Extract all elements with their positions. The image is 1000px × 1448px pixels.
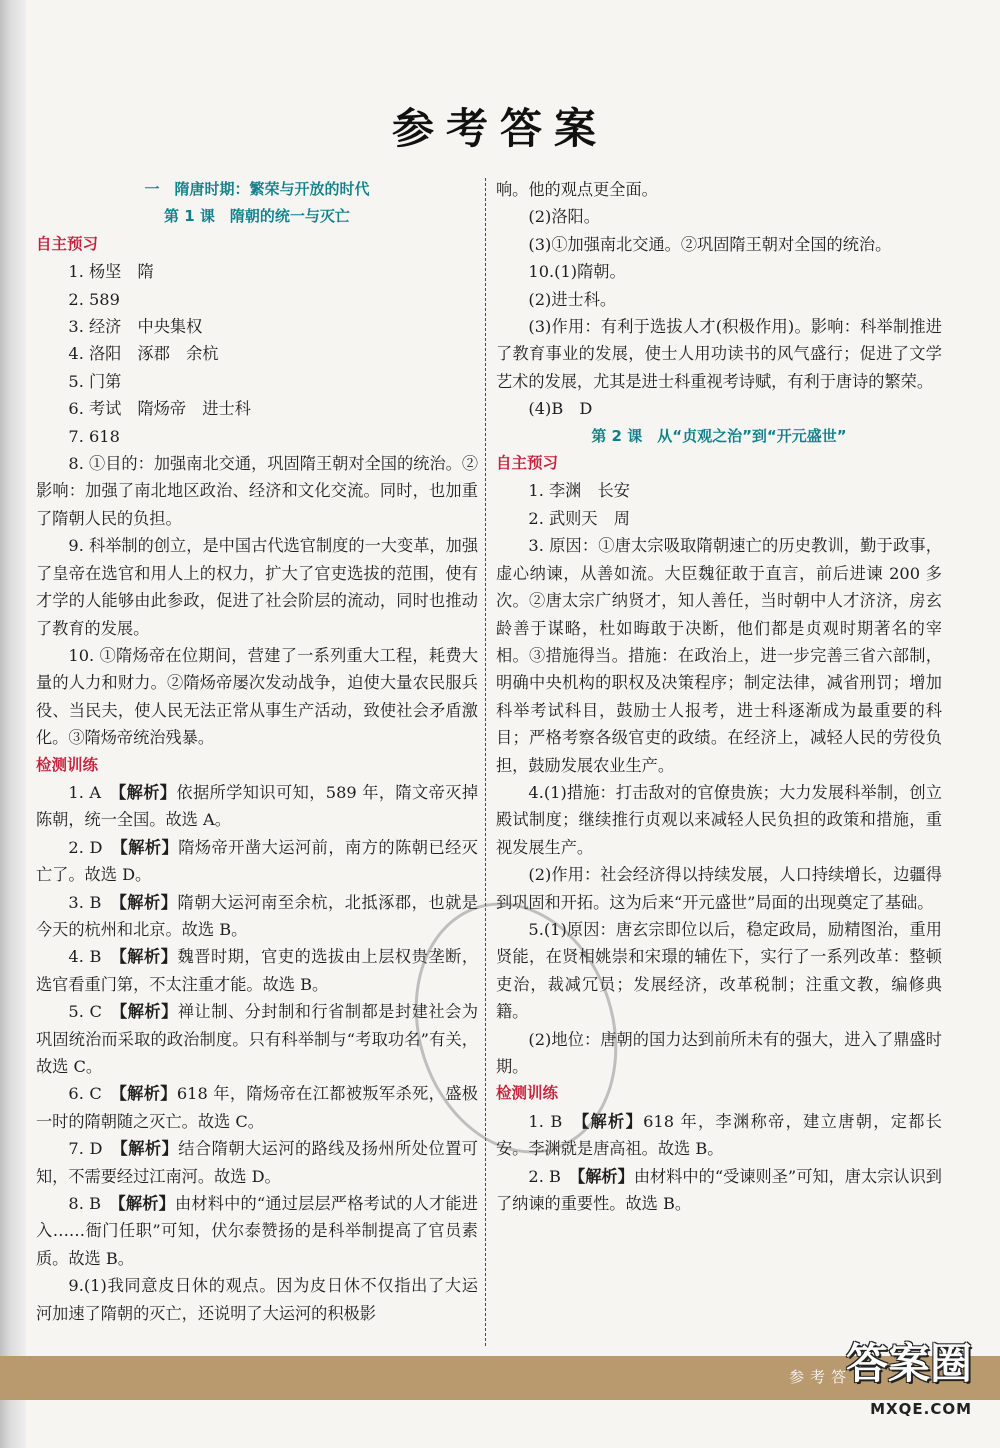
answer-item [36, 1190, 478, 1272]
analysis-tag: 【解析】 [118, 782, 177, 802]
answer-item: 1. 杨坚 隋 [68, 262, 154, 282]
chapter-heading: 一 隋唐时期：繁荣与开放的时代 [144, 180, 370, 198]
analysis-tag: 【解析】 [581, 1111, 644, 1131]
section-heading: 检测训练 [496, 1084, 559, 1103]
answer-item [496, 779, 942, 861]
answer-item: 8. ①目的：加强南北交通，巩固隋王朝对全国的统治。②影响：加强了南北地区政治、经济和文化交流。同时，也加重了隋朝人民的负担。 [36, 454, 479, 528]
answer-number: 5. C [68, 1002, 102, 1022]
analysis-tag: 【解析】 [577, 1166, 634, 1186]
analysis-tag: 【解析】 [119, 1002, 178, 1022]
answer-item: 5. 门第 [68, 371, 122, 391]
answer-text: (1)隋朝。 [554, 262, 626, 282]
page-title: 参考答案 [391, 104, 608, 153]
analysis-tag: 【解析】 [117, 1194, 176, 1214]
answer-item: (2)作用：社会经济得以持续发展，人口持续增长，边疆得到巩固和开拓。这为后来“开元盛世”局面的出现奠定了基础。 [496, 865, 942, 912]
answer-number: 1. B [528, 1111, 563, 1131]
site-url: MXQE.COM [870, 1400, 972, 1418]
answer-item: 3. 经济 中央集权 [68, 317, 203, 337]
analysis-tag: 【解析】 [118, 947, 178, 967]
answer-item [36, 943, 478, 998]
answer-text: 618 年，李渊称帝，建立唐朝，定都长安。李渊就是唐高祖。故选 B。 [496, 1111, 942, 1159]
answer-number: 2. B [528, 1166, 561, 1186]
answer-item: 9. 科举制的创立，是中国古代选官制度的一大变革，加强了皇帝在选官和用人上的权力，扩大了官吏选拔的范围，使有才学的人能够由此参政，促进了社会阶层的流动，同时也推动了教育的发展。 [36, 536, 479, 638]
answer-number: 10. [528, 262, 555, 282]
answer-number: 1. A [68, 782, 102, 802]
answer-number: 3. [528, 536, 544, 556]
answer-item [36, 1135, 478, 1190]
column-divider [485, 178, 486, 1346]
answer-text: ①隋炀帝在位期间，营建了一系列重大工程，耗费大量的人力和财力。②隋炀帝屡次发动战争，迫使大量农民服兵役、当民夫，使人民无法正常从事生产活动，致使社会矛盾激化。③隋炀帝统治残暴。 [36, 645, 479, 748]
answer-item [496, 258, 942, 285]
answer-text: 618 年，隋炀帝在江都被叛军杀死，盛极一时的隋朝随之灭亡。故选 C。 [36, 1084, 478, 1131]
answer-number: 4. B [68, 947, 102, 967]
answer-text: 由材料中的“受谏则圣”可知，唐太宗认识到了纳谏的重要性。故选 B。 [496, 1166, 942, 1214]
answer-number: 2. D [68, 837, 103, 857]
answer-item: (3)作用：有利于选拔人才(积极作用)。影响：科举制推进了教育事业的发展，使士人用功读书的风气盛行；促进了文学艺术的发展，尤其是进士科重视考诗赋，有利于唐诗的繁荣。 [496, 317, 942, 391]
answer-item: 2. 589 [68, 289, 120, 309]
answer-item: 2. 武则天 周 [528, 508, 630, 528]
answer-text: 隋炀帝开凿大运河前，南方的陈朝已经灭亡了。故选 D。 [36, 837, 478, 885]
answer-item [36, 834, 478, 889]
answer-text: ①目的：加强南北交通，巩固隋王朝对全国的统治。②影响：加强了南北地区政治、经济和文化交流。同时，也加重了隋朝人民的负担。 [36, 454, 479, 528]
analysis-tag: 【解析】 [118, 1084, 177, 1104]
analysis-tag: 【解析】 [118, 892, 178, 912]
answer-number: 8. B [68, 1194, 102, 1214]
answer-item: 1. 李渊 长安 [528, 481, 630, 501]
section-heading: 自主预习 [496, 454, 559, 473]
answer-item: 7. 618 [68, 426, 120, 446]
continued-text: 响。他的观点更全面。 [496, 180, 658, 199]
answer-number: 5. [528, 919, 544, 939]
section-heading: 检测训练 [36, 755, 99, 774]
left-column [36, 176, 478, 1327]
answer-item: 4. 洛阳 涿郡 余杭 [68, 344, 219, 364]
answer-item [496, 532, 942, 779]
answer-item [36, 1272, 478, 1327]
answer-text: 依据所学知识可知，589 年，隋文帝灭掉陈朝，统一全国。故选 A。 [36, 782, 479, 830]
answer-text: (1)原因：唐玄宗即位以后，稳定政局，励精图治，重用贤能，在贤相姚崇和宋璟的辅佐下，实行了一系列改革：整顿吏治，裁减冗员；发展经济，改革税制；注重文教，编修典籍。 [496, 919, 942, 1022]
answer-text: 禅让制、分封制和行省制都是封建社会为巩固统治而采取的政治制度。只有科举制与“考取功名”有关，故选 C。 [36, 1002, 479, 1076]
lesson-heading: 第 2 课 从“贞观之治”到“开元盛世” [591, 426, 847, 445]
answer-item [36, 889, 478, 944]
answer-text: 原因：①唐太宗吸取隋朝速亡的历史教训，勤于政事，虚心纳谏，从善如流。大臣魏征敢于直言，前后进谏 200 多次。②唐太宗广纳贤才，知人善任，当时朝中人才济济，房玄龄善于谋略，杜如晦敢于决断，他们都是贞观时期著名的宰相。③措施得当。措施：在政治上，进一步完善三省六部制，明确中央机构的职权及决策程序；制定法律，减省刑罚；增加科举考试科目，鼓励士人报考，进士科逐渐成为最重要的科目；严格考察各级官吏的政绩。在经济上，减轻人民的劳役负担，鼓励发展农业生产。 [496, 536, 942, 775]
lesson-heading: 第 1 课 隋朝的统一与灭亡 [164, 207, 350, 226]
answer-text: 科举制的创立，是中国古代选官制度的一大变革，加强了皇帝在选官和用人上的权力，扩大了官吏选拔的范围，使有才学的人能够由此参政，促进了社会阶层的流动，同时也推动了教育的发展。 [36, 536, 479, 638]
answer-text: 由材料中的“通过层层严格考试的人才能进入……衙门任职”可知，伏尔泰赞扬的是科举制提高了官员素质。故选 B。 [36, 1194, 478, 1268]
footer-label: 参考答 [788, 1368, 852, 1386]
answer-number: 4. [528, 782, 544, 802]
answer-item [496, 1163, 942, 1218]
answer-item [36, 998, 478, 1080]
answer-number: 3. B [68, 892, 102, 912]
analysis-tag: 【解析】 [119, 1139, 179, 1159]
answer-item [36, 1080, 478, 1135]
answer-text: (1)措施：打击敌对的官僚贵族；大力发展科举制，创立殿试制度；继续推行贞观以来减轻人民负担的政策和措施，重视发展生产。 [496, 782, 942, 857]
answer-number: 6. C [68, 1084, 102, 1104]
section-heading: 自主预习 [36, 234, 99, 253]
answer-item: (2)洛阳。 [528, 207, 600, 227]
answer-text: 隋朝大运河南至余杭，北抵涿郡，也就是今天的杭州和北京。故选 B。 [36, 892, 479, 939]
answer-number: 9. [68, 1276, 84, 1296]
analysis-tag: 【解析】 [119, 837, 179, 857]
answer-item: (2)地位：唐朝的国力达到前所未有的强大，进入了鼎盛时期。 [496, 1029, 942, 1076]
answer-item: (4)B D [528, 399, 593, 419]
answer-item: 6. 考试 隋炀帝 进士科 [68, 399, 251, 419]
answer-item: (2)进士科。 [528, 289, 617, 309]
answer-item [36, 779, 478, 834]
answer-text: (1)我同意皮日休的观点。因为皮日休不仅指出了大运河加速了隋朝的灭亡，还说明了大运河的积极影 [36, 1276, 478, 1323]
answer-item: 10. ①隋炀帝在位期间，营建了一系列重大工程，耗费大量的人力和财力。②隋炀帝屡次发动战争，迫使大量农民服兵役、当民夫，使人民无法正常从事生产活动，致使社会矛盾激化。③隋炀帝统治残暴。 [36, 645, 479, 748]
book-spine-shadow [0, 0, 26, 1448]
answer-item: (3)①加强南北交通。②巩固隋王朝对全国的统治。 [528, 234, 892, 254]
answer-text: 结合隋朝大运河的路线及扬州所处位置可知，不需要经过江南河。故选 D。 [36, 1139, 478, 1186]
answer-text: 魏晋时期，官吏的选拔由上层权贵垄断，选官看重门第，不太注重才能。故选 B。 [36, 947, 479, 994]
site-logo: 答案圈 [845, 1339, 972, 1388]
answer-number: 7. D [68, 1139, 103, 1159]
